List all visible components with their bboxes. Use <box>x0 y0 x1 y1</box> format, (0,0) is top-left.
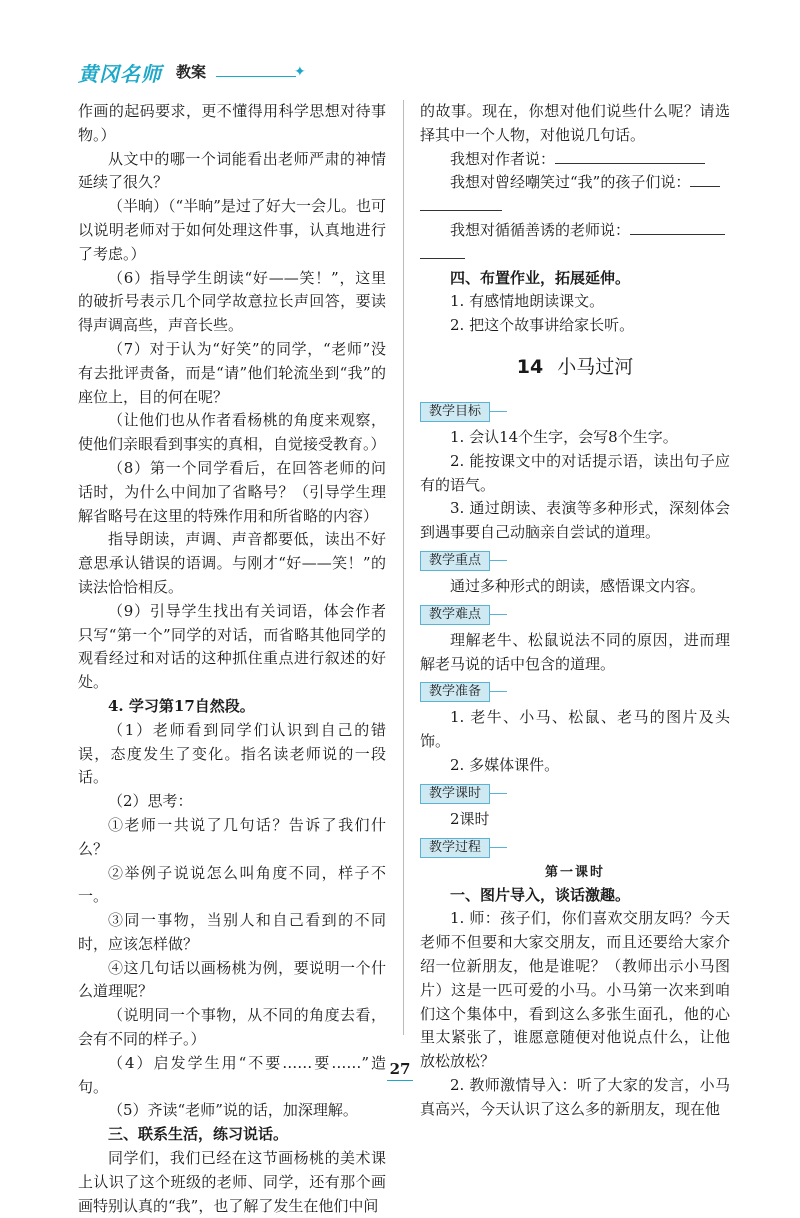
paragraph: （说明同一个事物，从不同的角度去看，会有不同的样子。） <box>78 1006 386 1049</box>
question-item: ④这几句话以画杨桃为例，要说明一个什么道理呢？ <box>78 958 386 1001</box>
paragraph: 理解老牛、松鼠说法不同的原因，进而理解老马说的话中包含的道理。 <box>420 630 730 673</box>
paragraph: 2. 教师激情导入：听了大家的发言，小马真高兴，今天认识了这么多的新朋友，现在他 <box>420 1075 730 1118</box>
question-item: ①老师一共说了几句话？告诉了我们什么？ <box>78 815 386 858</box>
paragraph: 2. 把这个故事讲给家长听。 <box>450 316 635 335</box>
paragraph: （5）齐读“老师”说的话，加深理解。 <box>108 1101 358 1120</box>
fill-line <box>420 195 730 219</box>
question-item: ②举例子说说怎么叫角度不同，样子不一。 <box>78 863 386 906</box>
page-number: 27 <box>389 1060 411 1078</box>
paragraph: 从文中的哪一个词能看出老师严肃的神情延续了很久？ <box>78 149 386 192</box>
answer-blank[interactable] <box>690 172 720 187</box>
section-heading: 三、联系生活，练习说话。 <box>108 1125 289 1144</box>
page-header <box>78 58 318 86</box>
section-heading: 四、布置作业，拓展延伸。 <box>450 268 631 287</box>
paragraph: 2课时 <box>450 809 490 828</box>
left-column <box>78 100 386 1218</box>
brand-subtitle: 教案 <box>176 63 207 81</box>
fill-line <box>420 171 730 195</box>
question-item: ③同一事物，当别人和自己看到的不同时，应该怎样做？ <box>78 911 386 953</box>
paragraph: 1. 师：孩子们，你们喜欢交朋友吗？今天老师不但要和大家交朋友，而且还要给大家介绍一位新朋友，他是谁呢？（教师出示小马图片）这是一匹可爱的小马。小马第一次来到咱们这个集体中，看到这么多张生面孔，他的心里太紧张了，谁愿意随便对他说点什么，让他放松放松？ <box>420 909 730 1071</box>
answer-blank[interactable] <box>420 244 465 259</box>
paragraph: 作画的起码要求，更不懂得用科学思想对待事物。） <box>78 102 386 144</box>
tag-teaching-difficulty: 教学难点 <box>420 605 490 625</box>
paragraph: 3. 通过朗读、表演等多种形式，深刻体会到遇事要自己动脑亲自尝试的道理。 <box>420 499 730 542</box>
period-heading: 第一课时 <box>544 864 605 880</box>
paragraph: （8）第一个同学看后，在回答老师的问话时，为什么中间加了省略号？（引导学生理解省略号在这里的特殊作用和所省略的内容） <box>78 458 386 525</box>
page-number-rule <box>387 1080 413 1081</box>
paragraph: （4）启发学生用“不要……要……”造句。 <box>78 1053 386 1096</box>
lesson-number: 14 <box>516 355 544 378</box>
answer-blank[interactable] <box>420 196 502 211</box>
paragraph: 通过多种形式的朗读，感悟课文内容。 <box>450 576 706 595</box>
prompt-text: 我想对曾经嘲笑过“我”的孩子们说： <box>450 173 691 192</box>
section-heading: 一、图片导入，谈话激趣。 <box>450 885 631 904</box>
paragraph: 同学们，我们已经在这节画杨桃的美术课上认识了这个班级的老师、同学，还有那个画画特别认真的“我”，也了解了发生在他们中间 <box>78 1149 386 1215</box>
paragraph: （6）指导学生朗读“好——笑！”，这里的破折号表示几个同学故意拉长声回答，要读得声调高些，声音长些。 <box>78 268 386 335</box>
paragraph: 1. 老牛、小马、松鼠、老马的图片及头饰。 <box>420 708 730 751</box>
prompt-text: 我想对循循善诱的老师说： <box>450 220 631 239</box>
paragraph: 指导朗读，声调、声音都要低，读出不好意思承认错误的语调。与刚才“好——笑！”的读法恰恰相反。 <box>78 530 386 596</box>
paragraph: 2. 能按课文中的对话提示语，读出句子应有的语气。 <box>420 451 730 494</box>
answer-blank[interactable] <box>555 149 705 164</box>
paragraph: 的故事。现在，你想对他们说些什么呢？请选择其中一个人物，对他说几句话。 <box>420 102 730 144</box>
paragraph: 1. 有感情地朗读课文。 <box>450 292 605 311</box>
fill-line <box>420 148 730 172</box>
paragraph: （7）对于认为“好笑”的同学，“老师”没有去批评责备，而是“请”他们轮流坐到“我”的座位上，目的何在呢？ <box>78 339 386 406</box>
sparkle-icon: ✦ <box>294 64 306 80</box>
step-heading: 4. 学习第17自然段。 <box>108 696 255 715</box>
tag-teaching-process: 教学过程 <box>420 838 490 858</box>
tag-teaching-goals: 教学目标 <box>420 402 490 422</box>
paragraph: （半晌）（“半晌”是过了好大一会儿。也可以说明老师对于如何处理这件事，认真地进行了考虑。） <box>78 197 386 263</box>
brand-logo: 黄冈名师 <box>78 62 162 86</box>
fill-line <box>420 243 730 267</box>
tag-teaching-hours: 教学课时 <box>420 784 490 804</box>
column-divider <box>403 100 404 1035</box>
paragraph: 1. 会认14个生字，会写8个生字。 <box>450 427 678 446</box>
lesson-name: 小马过河 <box>557 355 634 378</box>
prompt-text: 我想对作者说： <box>450 149 556 168</box>
lesson-title <box>420 352 730 382</box>
answer-blank[interactable] <box>630 220 725 235</box>
right-column <box>420 100 730 1122</box>
paragraph: 2. 多媒体课件。 <box>450 755 560 774</box>
tag-teaching-preparation: 教学准备 <box>420 682 490 702</box>
paragraph: （让他们也从作者看杨桃的角度来观察，使他们亲眼看到事实的真相，自觉接受教育。） <box>78 411 386 454</box>
paragraph: （2）思考： <box>108 792 193 811</box>
paragraph: （9）引导学生找出有关词语，体会作者只写“第一个”同学的对话，而省略其他同学的观看经过和对话的这种抓住重点进行叙述的好处。 <box>78 601 386 692</box>
fill-line <box>420 219 730 243</box>
paragraph: （1）老师看到同学们认识到自己的错误，态度发生了变化。指名读老师说的一段话。 <box>78 720 386 787</box>
tag-teaching-key: 教学重点 <box>420 551 490 571</box>
header-rule <box>216 76 296 77</box>
